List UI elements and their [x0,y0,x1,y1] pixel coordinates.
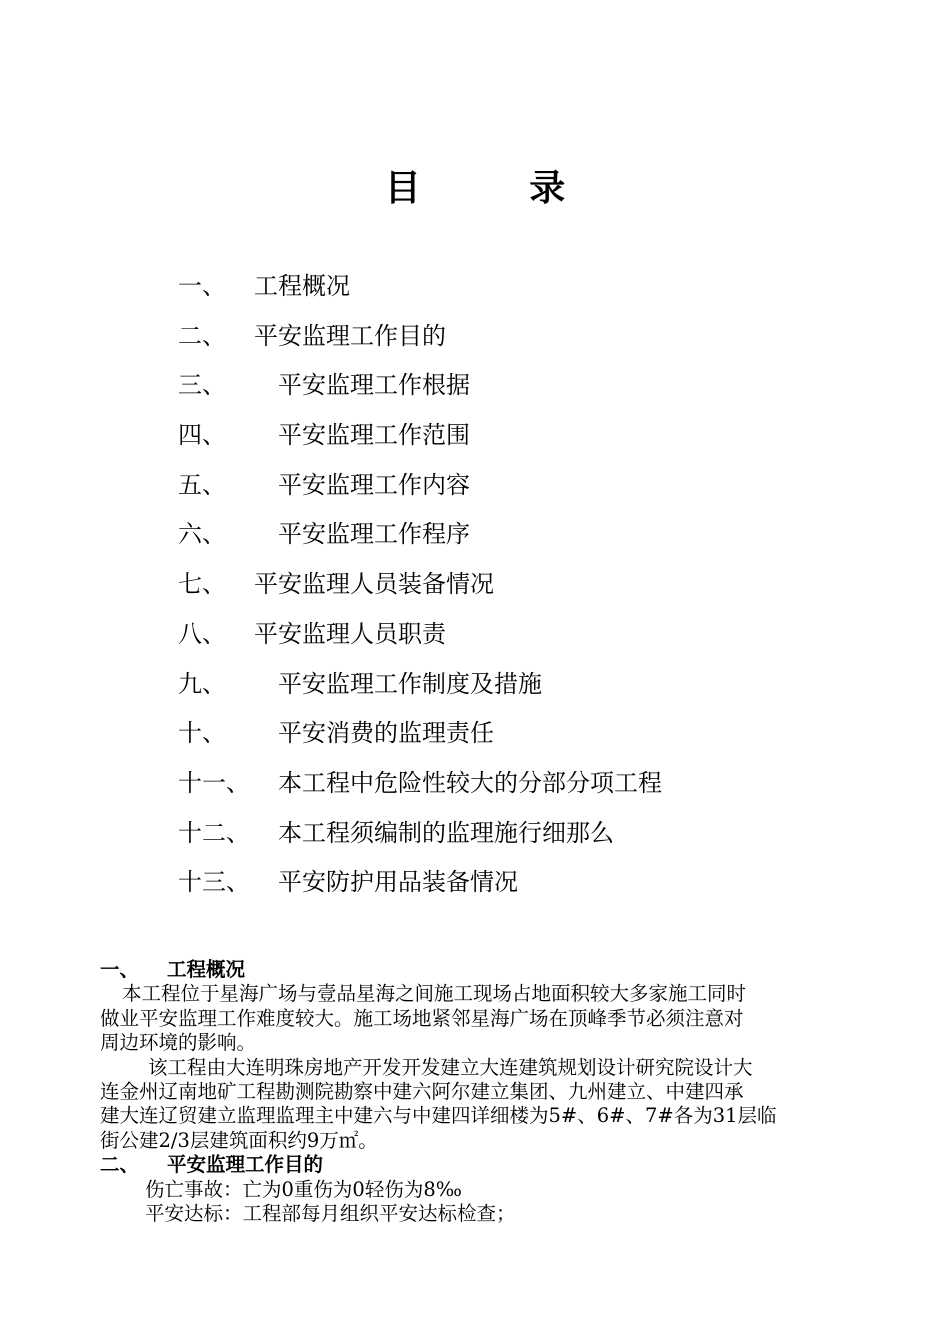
paragraph-line: 周边环境的影响。 [100,1031,257,1055]
toc-item [0,759,950,809]
toc-item-text: 平安消费的监理责任 [278,719,494,748]
toc-item-number: 二、 [178,321,226,350]
toc-item-text: 工程概况 [254,272,350,300]
toc-item [0,709,950,759]
toc-item-number: 九、 [178,669,226,698]
toc-item [0,312,950,362]
section-title: 工程概况 [167,958,246,981]
toc-item [0,560,950,610]
section-heading [100,1153,860,1177]
toc-item [0,610,950,660]
toc-item-text: 平安监理工作范围 [278,421,470,450]
toc-item-number: 十、 [178,719,226,748]
paragraph [100,982,860,1055]
toc-item-number: 五、 [178,470,226,499]
toc-item [0,858,950,908]
toc-item-number: 三、 [178,371,226,400]
paragraph [100,1056,860,1154]
toc-item [0,660,950,710]
section-heading [100,958,860,982]
paragraph-line: 平安达标：工程部每月组织平安达标检查； [145,1202,516,1226]
toc-item-number: 六、 [178,520,226,549]
toc-item [0,510,950,560]
toc-item [0,262,950,312]
section-number: 一、 [100,958,140,981]
paragraph-line: 连金州辽南地矿工程勘测院勘察中建六阿尔建立集团、九州建立、中建四承 [100,1080,744,1104]
toc-item-number: 一、 [178,272,226,300]
toc-item [0,809,950,859]
paragraph-line: 做业平安监理工作难度较大。施工场地紧邻星海广场在顶峰季节必须注意对 [100,1006,744,1030]
paragraph-line: 该工程由大连明珠房地产开发开发建立大连建筑规划设计研究院设计大 [148,1055,753,1079]
document-body [100,958,860,1226]
paragraph-line: 建大连辽贸建立监理监理主中建六与中建四详细楼为5#、6#、7#各为31层临 [100,1104,777,1128]
toc-item-number: 十二、 [178,818,250,847]
toc-item-text: 平安监理人员装备情况 [254,570,494,599]
toc-item-number: 十三、 [178,868,250,897]
toc-item-number: 四、 [178,421,226,450]
toc-item-text: 平安防护用品装备情况 [278,868,518,897]
toc-item [0,361,950,411]
toc-item-text: 本工程须编制的监理施行细那么 [278,818,614,847]
toc-item-text: 平安监理工作根据 [278,371,470,400]
toc-item-text: 平安监理工作目的 [254,321,446,350]
toc-title: 目 录 [384,167,614,209]
paragraph [100,1178,860,1227]
paragraph-line: 街公建2/3层建筑面积约9万㎡。 [100,1128,378,1152]
toc-item-text: 平安监理工作程序 [278,520,470,549]
toc-item-number: 十一、 [178,768,250,797]
toc-item-number: 七、 [178,570,226,599]
paragraph-line: 本工程位于星海广场与壹品星海之间施工现场占地面积较大多家施工同时 [122,982,747,1006]
toc-item-text: 平安监理工作内容 [278,470,470,499]
toc-item [0,461,950,511]
toc-item-text: 平安监理工作制度及措施 [278,669,542,698]
toc-item-text: 平安监理人员职责 [254,619,446,648]
toc-item [0,411,950,461]
toc-item-number: 八、 [178,619,226,648]
section-title: 平安监理工作目的 [167,1153,324,1177]
toc-item-text: 本工程中危险性较大的分部分项工程 [278,768,662,797]
paragraph-line: 伤亡事故：亡为0重伤为0轻伤为8‰ [145,1177,462,1201]
section-number: 二、 [100,1153,140,1177]
toc-list [0,262,950,908]
